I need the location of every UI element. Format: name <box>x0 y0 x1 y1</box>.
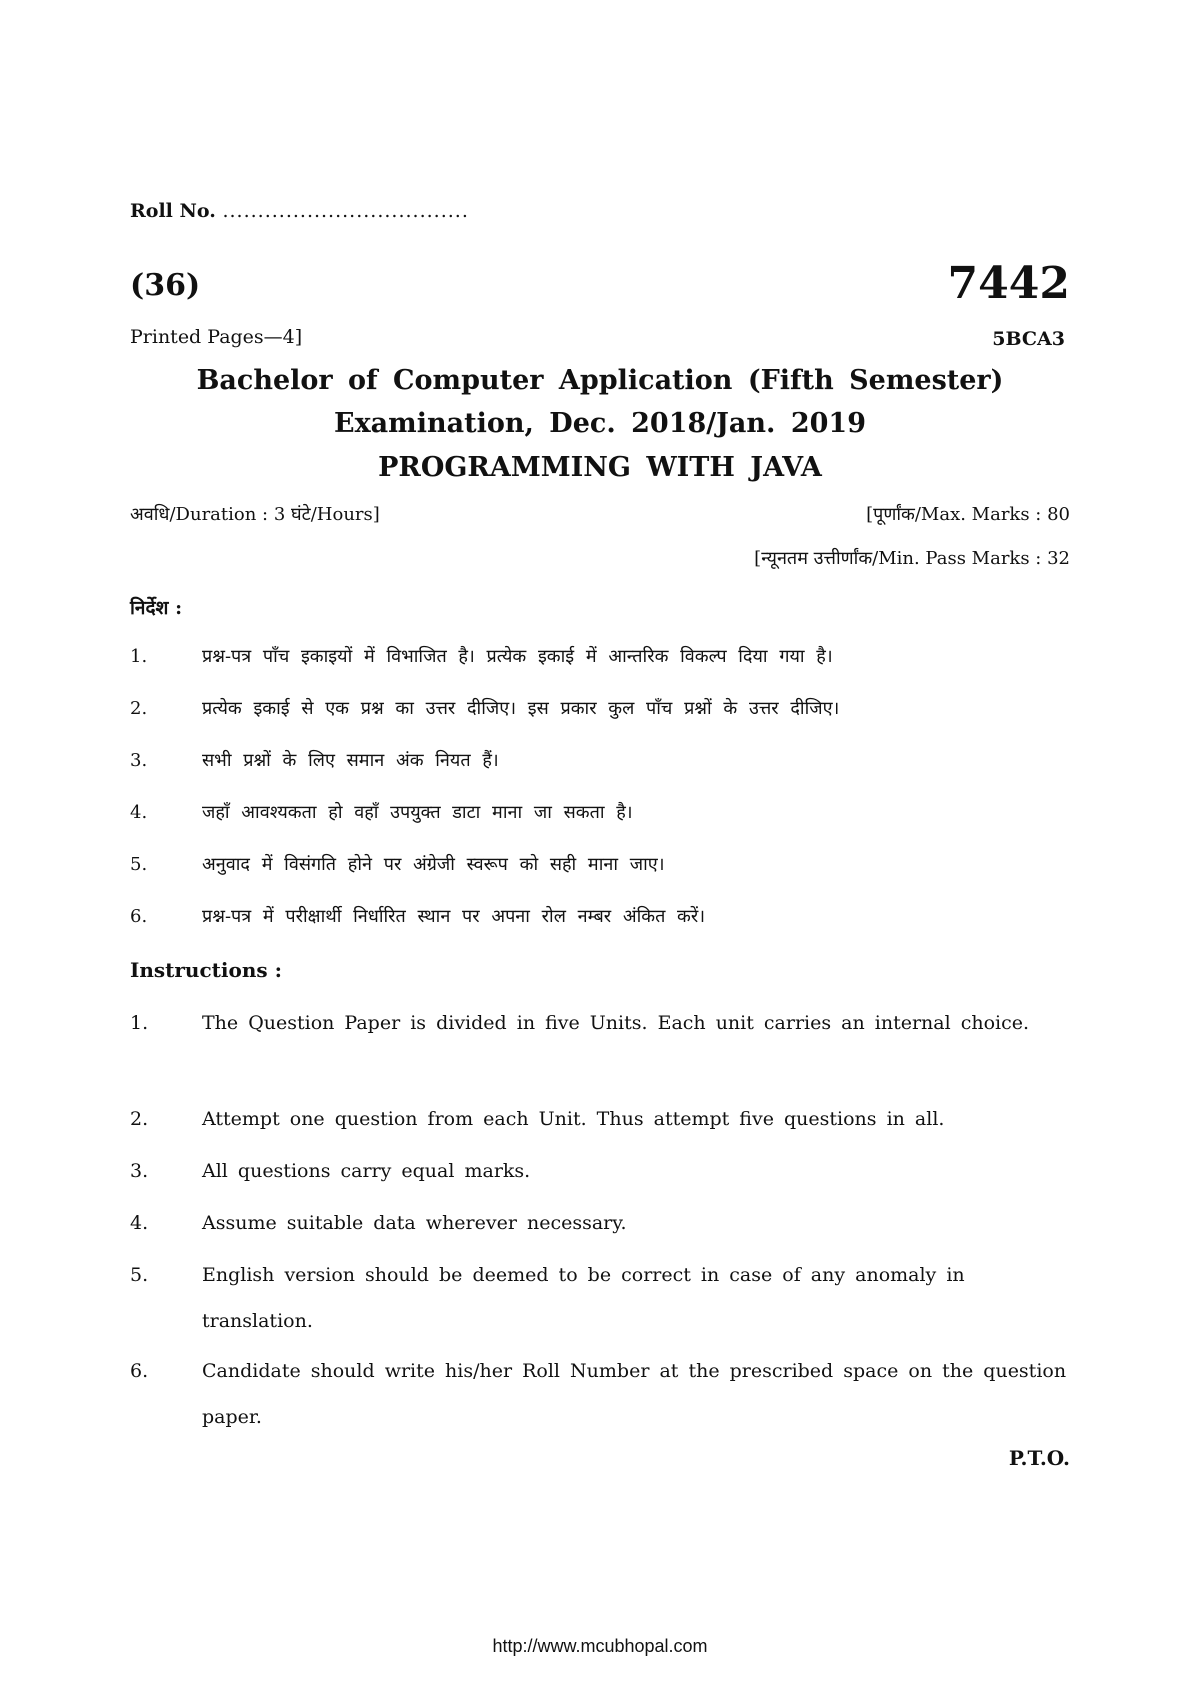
paper-number: 7442 <box>947 258 1070 309</box>
hindi-instructions-heading: निर्देश : <box>130 597 183 619</box>
hindi-instruction-item <box>130 790 1075 835</box>
item-text: All questions carry equal marks. <box>202 1160 531 1182</box>
hindi-instruction-item <box>130 842 1075 887</box>
item-number: 2. <box>130 698 148 719</box>
item-text: अनुवाद में विसंगति होने पर अंग्रेजी स्वरूप को सही माना जाए। <box>202 854 665 875</box>
item-text: The Question Paper is divided in five Units. Each unit carries an internal choice. <box>202 1012 1030 1034</box>
roll-number-line <box>130 200 469 222</box>
item-number: 4. <box>130 802 148 823</box>
printed-pages: Printed Pages—4] <box>130 326 303 348</box>
item-text: Attempt one question from each Unit. Thus attempt five questions in all. <box>202 1108 945 1130</box>
english-instruction-item <box>130 1148 1075 1194</box>
duration: अवधि/Duration : 3 घंटे/Hours] <box>130 504 380 525</box>
hindi-instruction-item <box>130 738 1075 783</box>
source-url: http://www.mcubhopal.com <box>492 1636 708 1656</box>
item-number: 3. <box>130 750 148 771</box>
pto-label: P.T.O. <box>1008 1446 1070 1470</box>
english-instruction-item <box>130 1252 1075 1344</box>
hindi-instruction-item <box>130 894 1075 939</box>
english-instruction-item <box>130 1096 1075 1142</box>
title-line-2: Examination, Dec. 2018/Jan. 2019 <box>334 408 866 439</box>
title-line-1: Bachelor of Computer Application (Fifth Semester) <box>196 365 1004 396</box>
hindi-instruction-item <box>130 686 1075 731</box>
max-marks: [पूर्णांक/Max. Marks : 80 <box>866 504 1070 525</box>
subject-code: 5BCA3 <box>992 328 1065 350</box>
min-pass-marks: [न्यूनतम उत्तीर्णांक/Min. Pass Marks : 32 <box>754 548 1070 569</box>
item-number: 3. <box>130 1160 149 1182</box>
item-text: जहाँ आवश्यकता हो वहाँ उपयुक्त डाटा माना जा सकता है। <box>202 802 633 823</box>
english-instructions-heading: Instructions : <box>130 958 282 982</box>
item-text: सभी प्रश्नों के लिए समान अंक नियत हैं। <box>202 750 499 771</box>
item-text: English version should be deemed to be correct in case of any anomaly in translation. <box>202 1264 965 1332</box>
item-text: प्रश्न-पत्र पाँच इकाइयों में विभाजित है। प्रत्येक इकाई में आन्तरिक विकल्प दिया गया है। <box>202 646 833 667</box>
roll-label: Roll No. <box>130 200 216 222</box>
item-number: 2. <box>130 1108 149 1130</box>
title-line-3: PROGRAMMING WITH JAVA <box>378 452 822 483</box>
item-text: प्रत्येक इकाई से एक प्रश्न का उत्तर दीजिए। इस प्रकार कुल पाँच प्रश्नों के उत्तर दीजिए। <box>202 698 840 719</box>
roll-dots: ................................... <box>222 200 469 222</box>
item-text: Assume suitable data wherever necessary. <box>202 1212 627 1234</box>
item-number: 5. <box>130 1264 149 1286</box>
item-number: 1. <box>130 646 148 667</box>
item-number: 6. <box>130 1360 149 1382</box>
item-number: 4. <box>130 1212 149 1234</box>
english-instruction-item <box>130 1348 1075 1440</box>
english-instruction-item <box>130 1000 1075 1046</box>
paper-code: (36) <box>130 268 201 303</box>
item-text: प्रश्न-पत्र में परीक्षार्थी निर्धारित स्थान पर अपना रोल नम्बर अंकित करें। <box>202 906 706 927</box>
item-number: 6. <box>130 906 148 927</box>
item-number: 5. <box>130 854 148 875</box>
item-number: 1. <box>130 1012 149 1034</box>
hindi-instruction-item <box>130 634 1075 679</box>
english-instruction-item <box>130 1200 1075 1246</box>
item-text: Candidate should write his/her Roll Number at the prescribed space on the question paper. <box>202 1360 1067 1428</box>
